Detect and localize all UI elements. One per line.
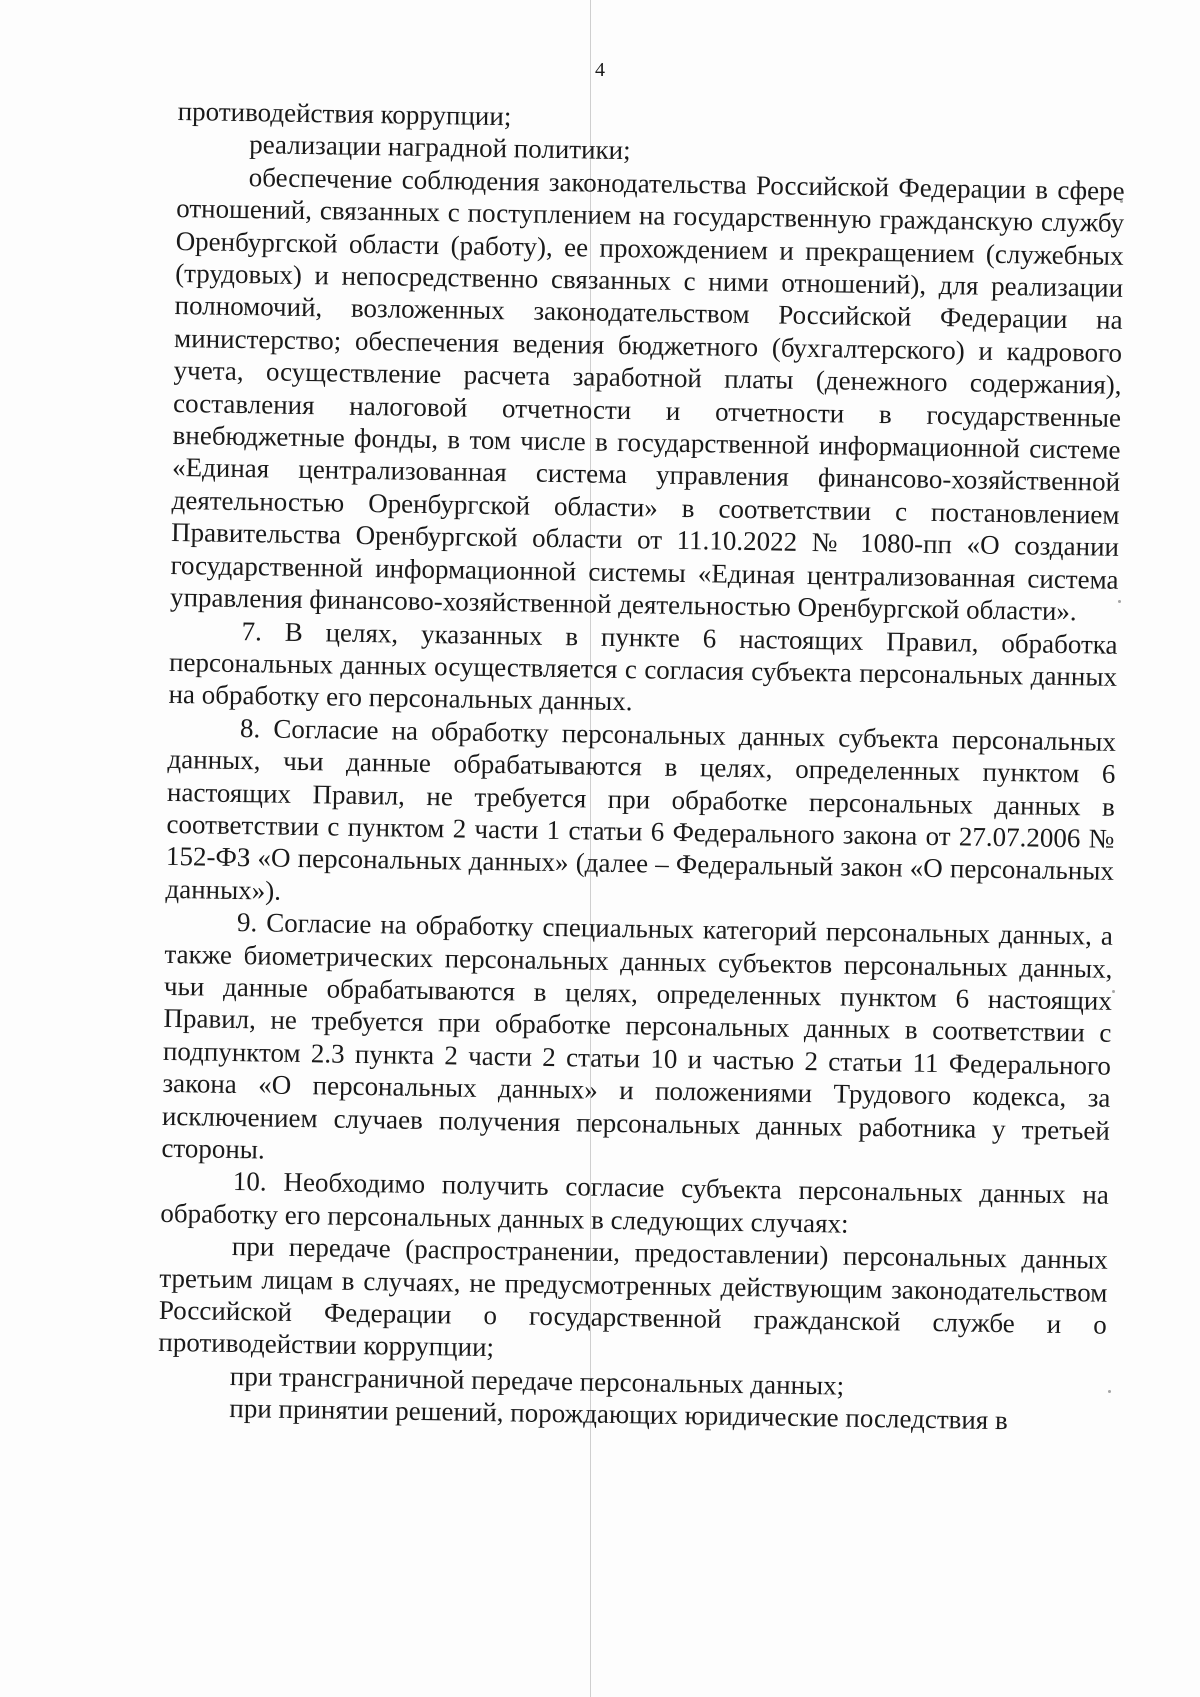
paragraph-8: при передаче (распространении, предоставлении) персональных данных третьим лицам в случаях, не предусмотренных действующим законодательством Российской Федерации о государственной гражданской службе и о противодействии коррупции; xyxy=(158,1231,1109,1363)
paragraph-5: 8. Согласие на обработку персональных данных субъекта персональных данных, чьи данные обрабатываются в целях, определенных пунктом 6 настоящих Правил, не требуется при обработке персональных данных в соответствии с пунктом 2 части 1 статьи 6 Федерального закона от 27.07.2006 № 152-ФЗ «О персональных данных» (далее – Федеральный закон «О персональных данных»). xyxy=(165,712,1117,906)
scan-speck xyxy=(1108,1390,1111,1393)
paragraph-4: 7. В целях, указанных в пункте 6 настоящих Правил, обработка персональных данных осуществляется с согласия субъекта персональных данных на обработку его персональных данных. xyxy=(168,615,1118,717)
scan-speck xyxy=(1118,600,1121,603)
paragraph-9: при трансграничной передаче персональных данных; xyxy=(229,1360,845,1401)
paragraph-2: реализации наградной политики; xyxy=(248,129,631,166)
page-number: 4 xyxy=(595,59,605,81)
scan-speck xyxy=(1120,200,1123,203)
paragraph-7: 10. Необходимо получить согласие субъекта персональных данных на обработку его персональных данных в следующих случаях: xyxy=(160,1166,1110,1239)
scan-speck xyxy=(1112,990,1115,993)
paragraph-10: при принятии решений, порождающих юридические последствия в xyxy=(229,1393,1008,1436)
document-body xyxy=(157,95,1126,1438)
paragraph-1: противодействия коррупции; xyxy=(177,95,512,132)
paragraph-3: обеспечение соблюдения законодательства Российской Федерации в сфере отношений, связанных с поступлением на государственную гражданскую службу Оренбургской области (работу), ее прохождением и прекращением (служебных (трудовых) и непосредственно связанных с ними отношений), для реализации полномочий, возложенных законодательством Российской Федерации на министерство; обеспечения ведения бюджетного (бухгалтерского) и кадрового учета, осуществление расчета заработной платы (денежного содержания), составления налоговой отчетности и отчетности в государственные внебюджетные фонды, в том числе в государственной информационной системе «Единая централизованная система управления финансово-хозяйственной деятельностью Оренбургской области» в соответствии с постановлением Правительства Оренбургской области от 11.10.2022 № 1080-пп «О создании государственной информационной системы «Единая централизованная система управления финансово-хозяйственной деятельностью Оренбургской области». xyxy=(169,161,1125,627)
paragraph-6: 9. Согласие на обработку специальных категорий персональных данных, а также биометрических персональных данных субъектов персональных данных, чьи данные обрабатываются в целях, определенных пунктом 6 настоящих Правил, не требуется при обработке персональных данных в соответствии с подпунктом 2.3 пункта 2 части 2 статьи 10 и частью 2 статьи 11 Федерального закона «О персональных данных» и положениями Трудового кодекса, за исключением случаев получения персональных данных работника у третьей стороны. xyxy=(161,907,1114,1165)
